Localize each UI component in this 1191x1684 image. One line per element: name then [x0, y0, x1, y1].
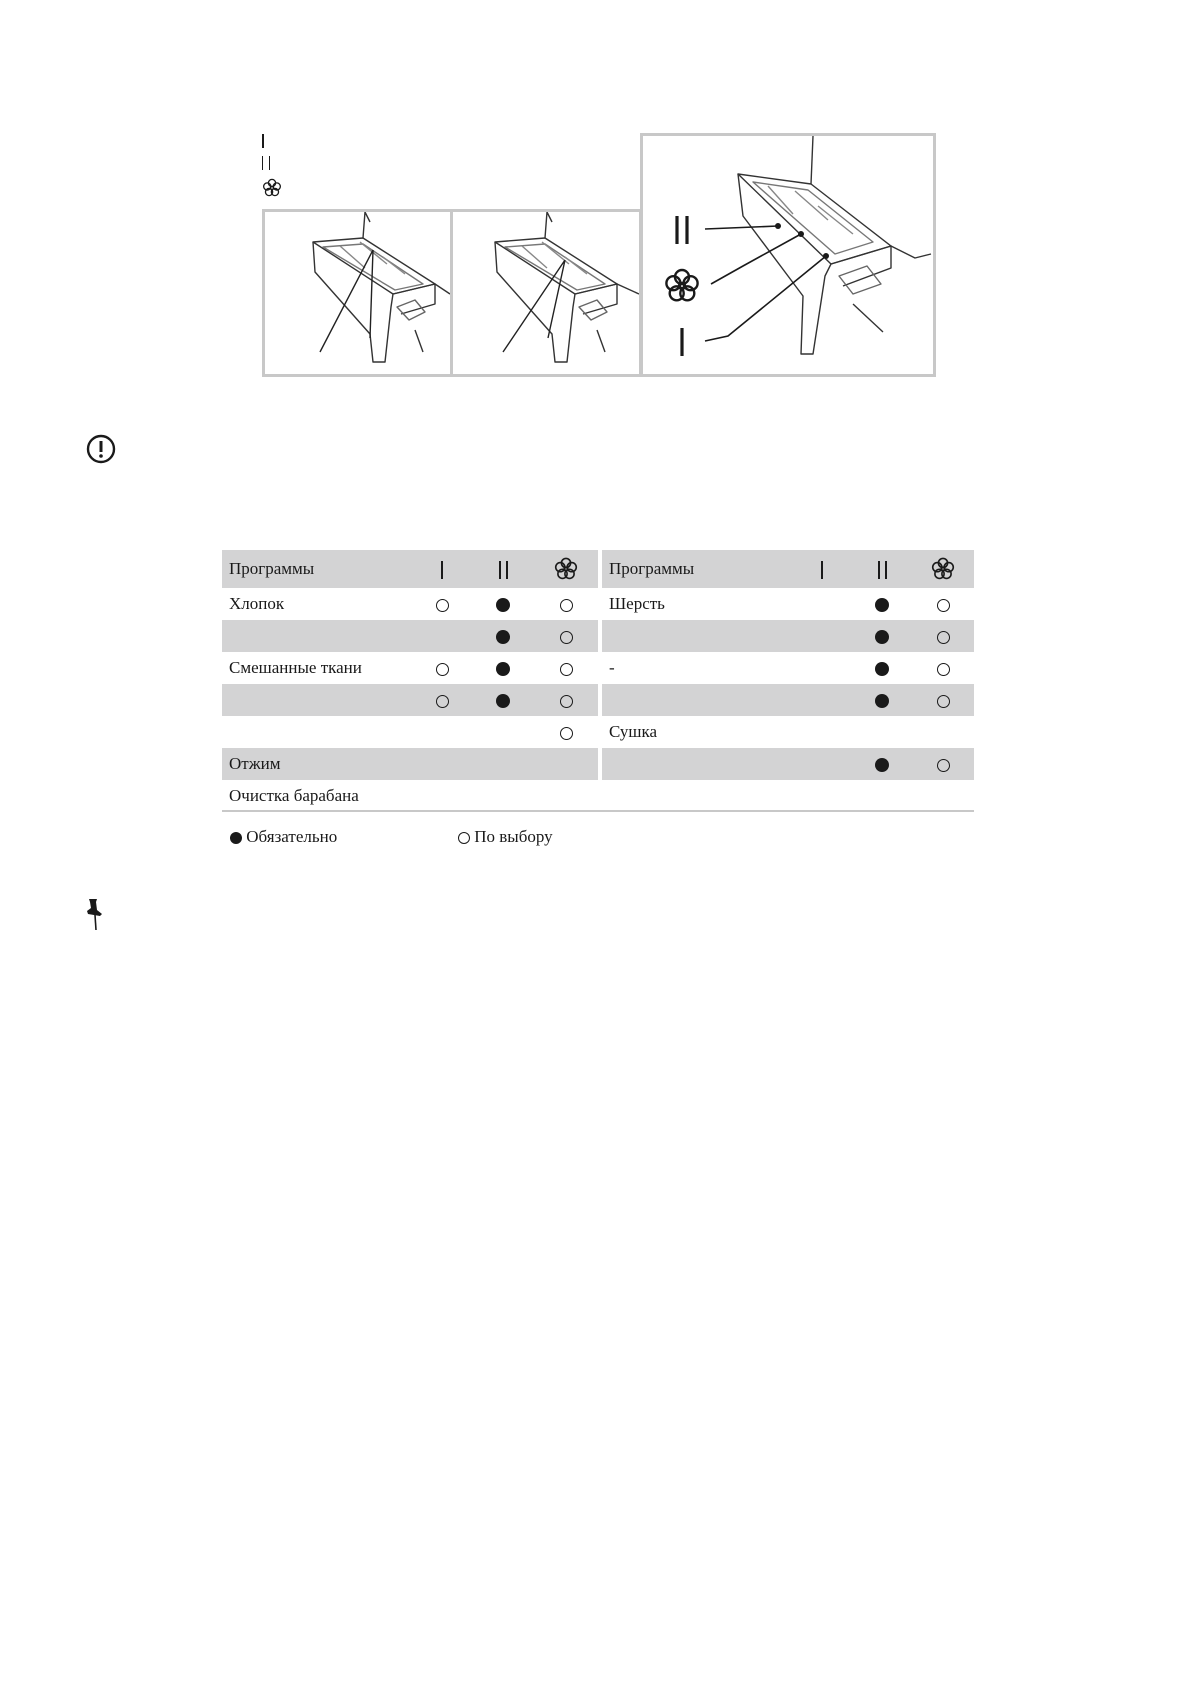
mainwash-mark-left	[472, 684, 534, 716]
required-dot-icon	[496, 662, 510, 676]
program-name-right	[602, 684, 792, 716]
prewash-mark-left	[412, 748, 472, 780]
prewash-mark-right	[792, 620, 852, 652]
softener-mark-left	[534, 780, 598, 812]
optional-dot-icon	[937, 663, 950, 676]
prewash-mark-left	[412, 716, 472, 748]
mainwash-mark-left	[472, 588, 534, 620]
optional-dot-icon	[436, 695, 449, 708]
prewash-mark-left	[412, 780, 472, 812]
prewash-mark-left	[412, 588, 472, 620]
dispenser-drawing-2	[453, 212, 639, 374]
program-name-right	[602, 620, 792, 652]
optional-dot-icon	[937, 631, 950, 644]
optional-dot-icon	[560, 663, 573, 676]
softener-flower-icon	[553, 556, 579, 582]
table-row	[222, 588, 974, 620]
optional-dot-icon	[560, 727, 573, 740]
label-main-wash	[677, 216, 687, 244]
program-name-left	[222, 684, 412, 716]
softener-mark-right	[912, 716, 974, 748]
required-dot-icon	[875, 662, 889, 676]
legend-required-label: Обязательно	[246, 827, 338, 846]
program-name-left: Смешанные ткани	[229, 658, 362, 677]
softener-mark-right	[912, 748, 974, 780]
mainwash-mark-left	[472, 716, 534, 748]
table-row	[222, 780, 974, 812]
header-prewash-right	[792, 550, 852, 588]
table-row	[222, 652, 974, 684]
program-name-left: Очистка барабана	[229, 786, 359, 805]
softener-mark-right	[912, 684, 974, 716]
legend-required	[230, 827, 337, 847]
mainwash-mark-left	[472, 780, 534, 812]
optional-dot-icon	[937, 695, 950, 708]
prewash-mark-left	[412, 652, 472, 684]
softener-mark-right	[912, 780, 974, 812]
filled-dot-icon	[230, 832, 242, 844]
table-row	[222, 748, 974, 780]
prewash-mark-right	[792, 684, 852, 716]
optional-dot-icon	[560, 631, 573, 644]
softener-mark-right	[912, 620, 974, 652]
softener-mark-left	[534, 716, 598, 748]
softener-mark-left	[534, 748, 598, 780]
header-prewash-left	[412, 550, 472, 588]
dispenser-drawing-1	[265, 212, 450, 374]
main-wash-symbol	[878, 561, 887, 579]
main-wash-symbol	[499, 561, 508, 579]
program-name-right: -	[609, 658, 615, 677]
optional-dot-icon	[560, 599, 573, 612]
header-mainwash-left	[472, 550, 534, 588]
prewash-mark-right	[792, 588, 852, 620]
table-header-row	[222, 550, 974, 588]
mainwash-mark-left	[472, 620, 534, 652]
prewash-symbol	[821, 561, 823, 579]
header-programs-right: Программы	[602, 550, 792, 588]
exclamation-circle-icon	[86, 434, 116, 469]
required-dot-icon	[875, 630, 889, 644]
softener-mark-left	[534, 620, 598, 652]
required-dot-icon	[496, 694, 510, 708]
optional-dot-icon	[937, 599, 950, 612]
dispenser-figure-labelled	[640, 133, 936, 377]
softener-flower-icon	[262, 178, 282, 201]
dispenser-drawing-labelled	[643, 136, 933, 374]
header-softener-right	[912, 550, 974, 588]
mainwash-mark-right	[852, 716, 912, 748]
required-dot-icon	[496, 630, 510, 644]
table-row	[222, 716, 974, 748]
prewash-mark-left	[412, 684, 472, 716]
mainwash-mark-right	[852, 588, 912, 620]
empty-dot-icon	[458, 832, 470, 844]
pushpin-icon	[84, 897, 106, 936]
header-softener-left	[534, 550, 598, 588]
softener-mark-right	[912, 652, 974, 684]
prewash-mark-right	[792, 652, 852, 684]
program-name-right: Шерсть	[609, 594, 665, 613]
prewash-mark-right	[792, 748, 852, 780]
required-dot-icon	[875, 694, 889, 708]
programs-table	[222, 550, 974, 812]
dispenser-figure-1	[262, 209, 453, 377]
mainwash-mark-right	[852, 780, 912, 812]
prewash-mark-left	[412, 620, 472, 652]
prewash-symbol	[441, 561, 443, 579]
softener-mark-left	[534, 652, 598, 684]
prewash-mark-right	[792, 780, 852, 812]
required-dot-icon	[496, 598, 510, 612]
program-name-right: Сушка	[609, 722, 658, 741]
legend-optional	[458, 827, 553, 847]
program-name-right	[602, 748, 792, 780]
required-dot-icon	[875, 758, 889, 772]
softener-flower-icon	[930, 556, 956, 582]
header-mainwash-right	[852, 550, 912, 588]
softener-mark-right	[912, 588, 974, 620]
optional-dot-icon	[436, 663, 449, 676]
optional-dot-icon	[436, 599, 449, 612]
mainwash-mark-right	[852, 748, 912, 780]
mainwash-mark-right	[852, 684, 912, 716]
legend-optional-label: По выбору	[474, 827, 553, 846]
header-programs-left: Программы	[222, 550, 412, 588]
mainwash-mark-left	[472, 748, 534, 780]
optional-dot-icon	[937, 759, 950, 772]
table-row	[222, 620, 974, 652]
program-name-left: Хлопок	[229, 594, 285, 613]
table-bottom-rule	[222, 810, 974, 812]
label-softener-flower-icon	[666, 270, 697, 300]
softener-mark-left	[534, 588, 598, 620]
prewash-mark-right	[792, 716, 852, 748]
softener-mark-left	[534, 684, 598, 716]
main-wash-symbol	[262, 155, 270, 170]
program-name-right	[602, 780, 792, 812]
mainwash-mark-right	[852, 652, 912, 684]
program-name-left	[222, 716, 412, 748]
prewash-symbol	[262, 133, 264, 148]
mainwash-mark-right	[852, 620, 912, 652]
program-name-left: Отжим	[222, 748, 412, 780]
required-dot-icon	[875, 598, 889, 612]
mainwash-mark-left	[472, 652, 534, 684]
dispenser-figure-2	[450, 209, 642, 377]
program-name-left	[222, 620, 412, 652]
table-row	[222, 684, 974, 716]
optional-dot-icon	[560, 695, 573, 708]
